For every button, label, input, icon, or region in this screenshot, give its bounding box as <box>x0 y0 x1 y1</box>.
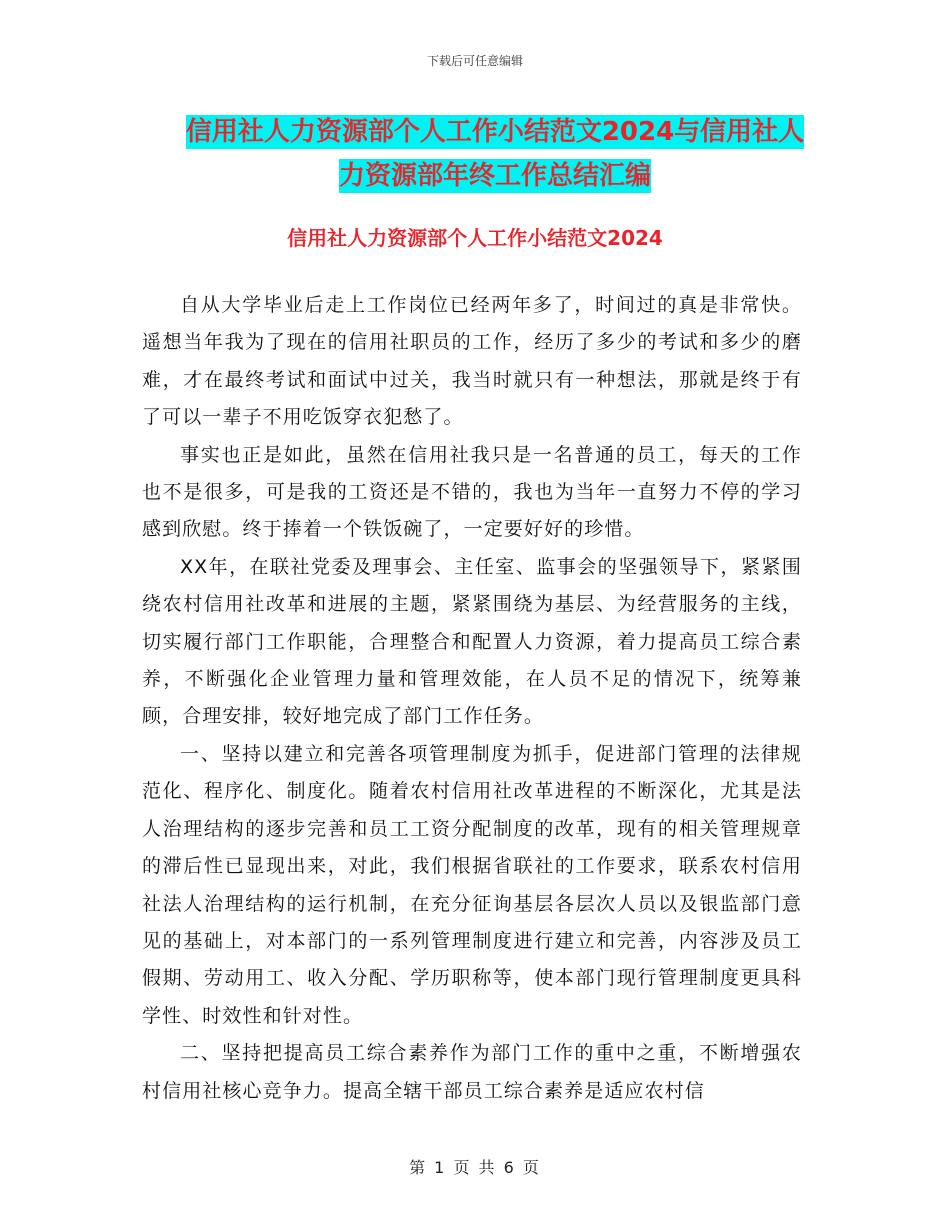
document-body <box>142 287 802 1110</box>
document-main-title <box>145 110 845 198</box>
main-title-line2: 力资源部年终工作总结汇编 <box>338 161 651 191</box>
page-number-footer: 第 1 页 共 6 页 <box>409 1158 541 1177</box>
paragraph: 一、坚持以建立和完善各项管理制度为抓手，促进部门管理的法律规范化、程序化、制度化。随着农村信用社改革进程的不断深化，尤其是法人治理结构的逐步完善和员工工资分配制度的改革，现有的相关管理规章的滞后性已显现出来，对此，我们根据省联社的工作要求，联系农村信用社法人治理结构的运行机制，在充分征询基层各层次人员以及银监部门意见的基础上，对本部门的一系列管理制度进行建立和完善，内容涉及员工假期、劳动用工、收入分配、学历职称等，使本部门现行管理制度更具科学性、时效性和针对性。 <box>142 742 802 1027</box>
section-title: 信用社人力资源部个人工作小结范文2024 <box>287 226 663 250</box>
paragraph: 自从大学毕业后走上工作岗位已经两年多了，时间过的真是非常快。遥想当年我为了现在的信用社职员的工作，经历了多少的考试和多少的磨难，才在最终考试和面试中过关，我当时就只有一种想法，那就是终于有了可以一辈子不用吃饭穿衣犯愁了。 <box>142 294 802 429</box>
paragraph: 二、坚持把提高员工综合素养作为部门工作的重中之重，不断增强农村信用社核心竞争力。提高全辖干部员工综合素养是适应农村信 <box>142 1042 802 1102</box>
paragraph: XX年，在联社党委及理事会、主任室、监事会的坚强领导下，紧紧围绕农村信用社改革和进展的主题，紧紧围绕为基层、为经营服务的主线，切实履行部门工作职能，合理整合和配置人力资源，着力提高员工综合素养，不断强化企业管理力量和管理效能，在人员不足的情况下，统筹兼顾，合理安排，较好地完成了部门工作任务。 <box>142 555 802 728</box>
header-note: 下载后可任意编辑 <box>426 54 523 68</box>
paragraph: 事实也正是如此，虽然在信用社我只是一名普通的员工，每天的工作也不是很多，可是我的工资还是不错的，我也为当年一直努力不停的学习感到欣慰。终于捧着一个铁饭碗了，一定要好好的珍惜。 <box>142 443 802 541</box>
main-title-line1: 信用社人力资源部个人工作小结范文2024与信用社人 <box>185 117 805 147</box>
